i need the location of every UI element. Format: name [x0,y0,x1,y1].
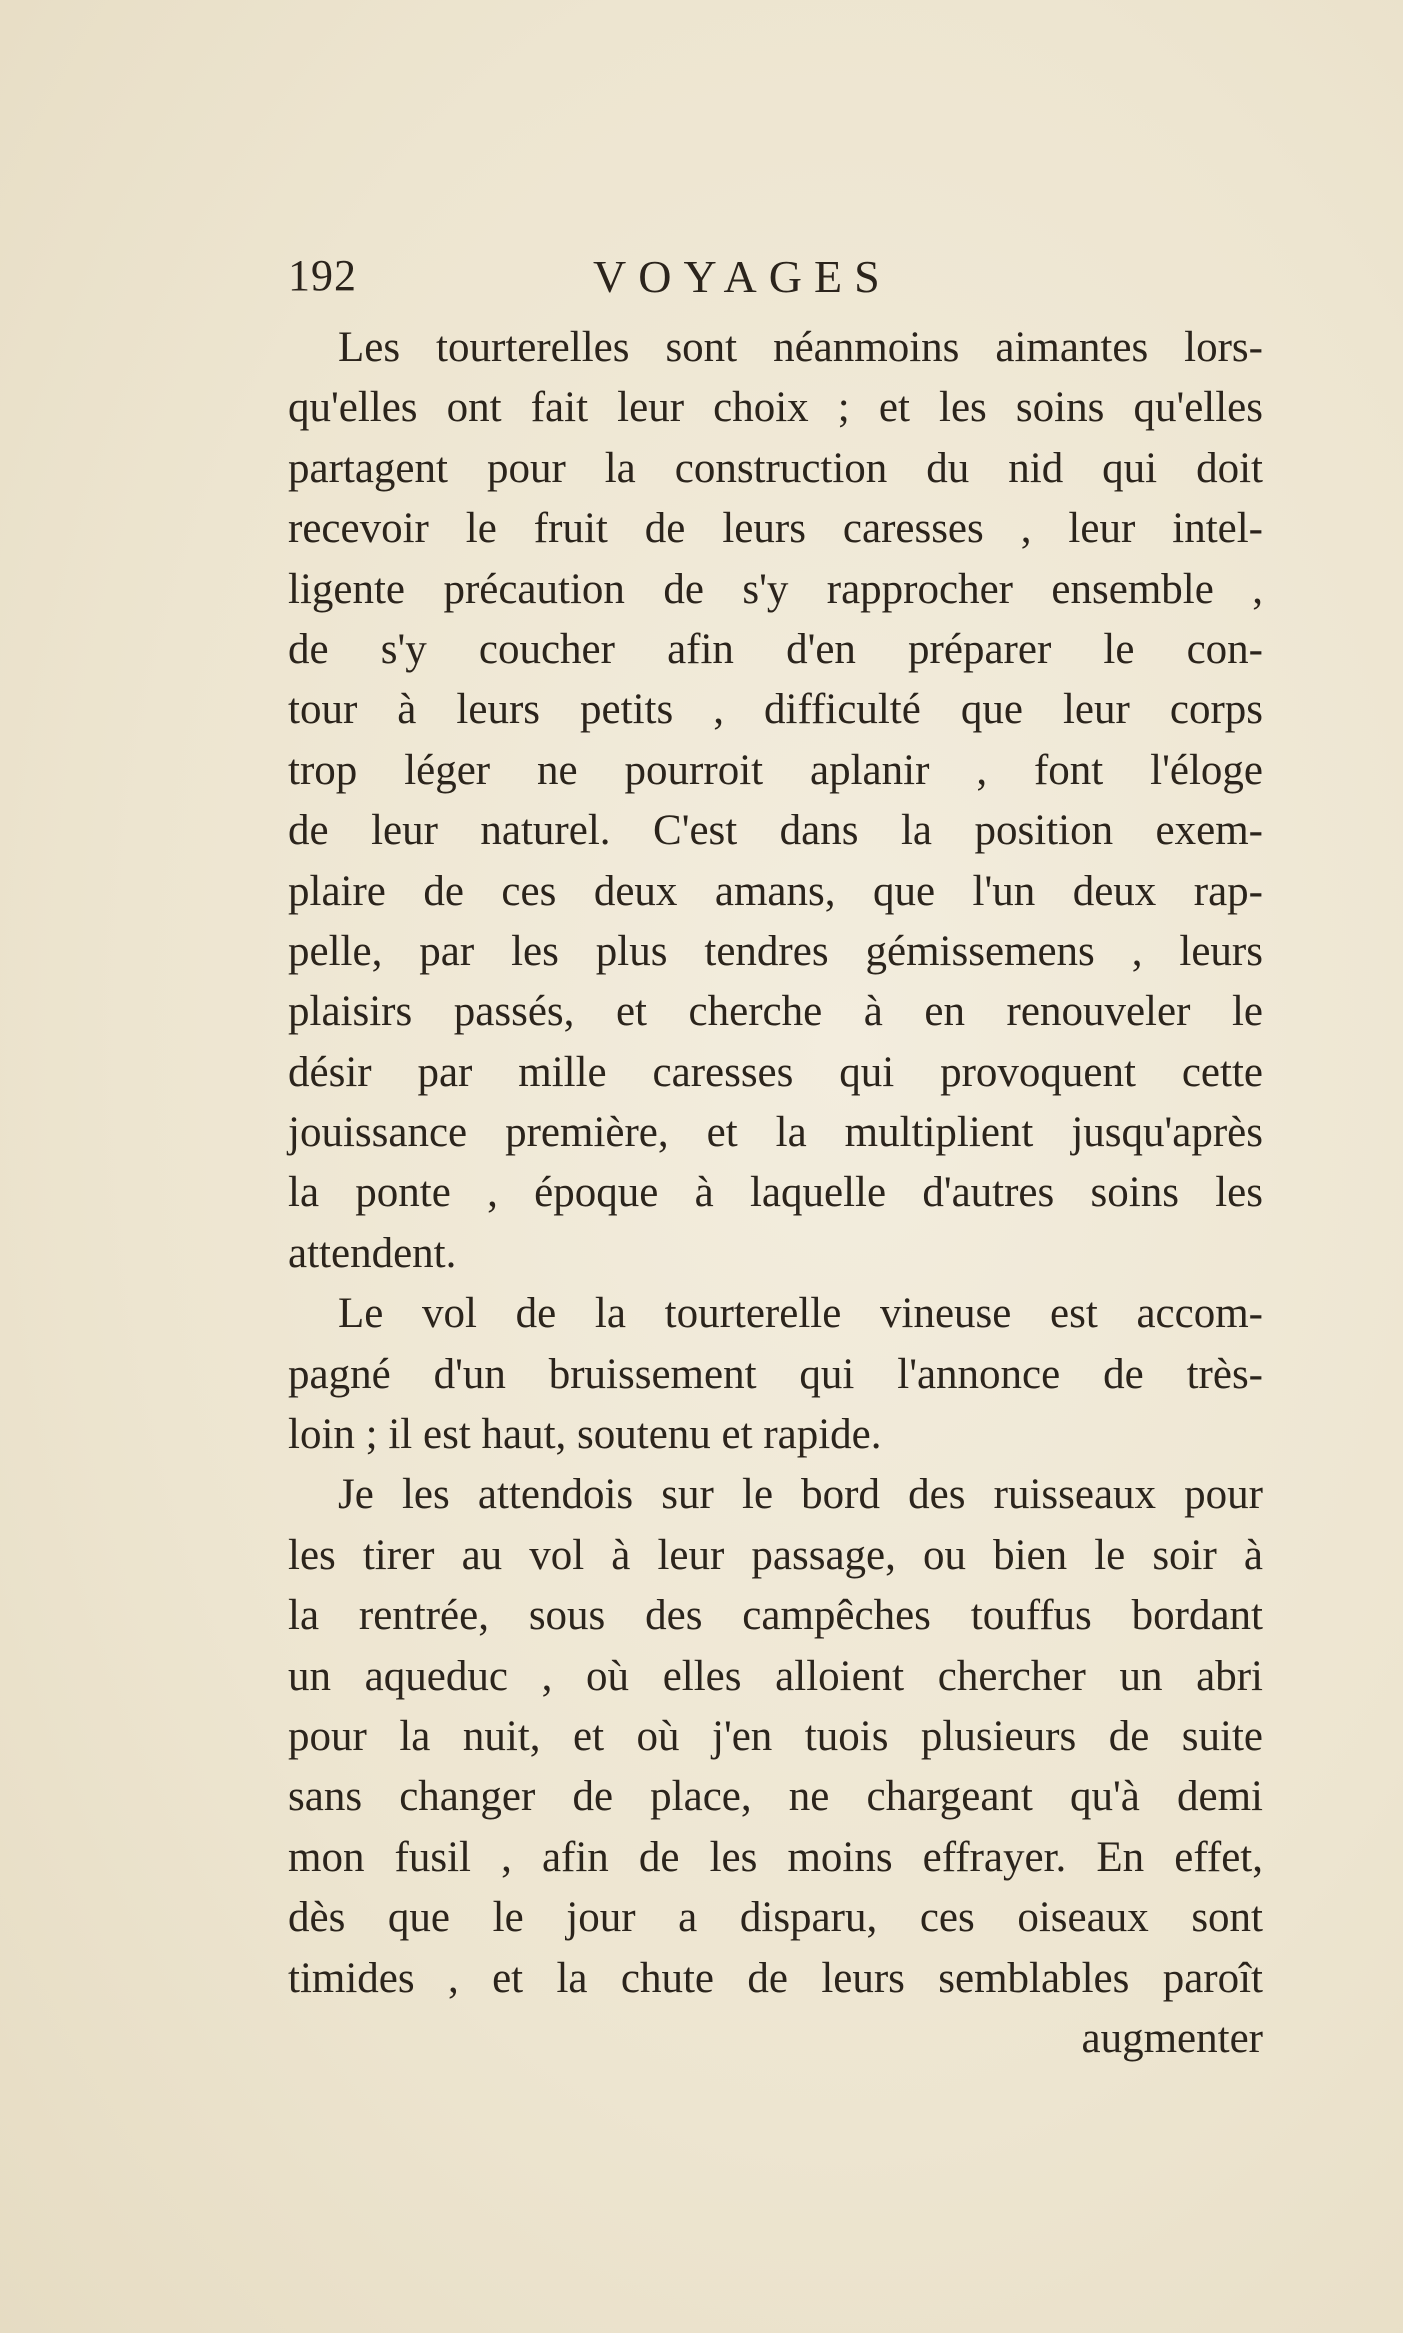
text-line: jouissance première, et la multiplient jusqu'après [288,1109,1263,1157]
text-line: Les tourterelles sont néanmoins aimantes lors- [338,324,1263,371]
text-line: désir par mille caresses qui provoquent cette [288,1048,1263,1096]
text-line: la ponte , époque à laquelle d'autres soins les [288,1169,1263,1217]
page-header [288,250,1288,310]
text-line: de leur naturel. C'est dans la position exem- [288,807,1263,855]
text-line: pagné d'un bruissement qui l'annonce de très- [288,1350,1263,1398]
catchword: augmenter [1081,2014,1263,2062]
text-line: qu'elles ont fait leur choix ; et les soins qu'elles [288,384,1263,432]
text-line: Le vol de la tourterelle vineuse est accom- [338,1290,1263,1338]
page-number: 192 [288,251,357,300]
body-text [288,318,1263,2069]
text-line: mon fusil , afin de les moins effrayer. En effet, [288,1833,1263,1881]
text-line: attendent. [288,1229,457,1277]
text-line: trop léger ne pourroit aplanir , font l'éloge [288,746,1263,794]
text-line: un aqueduc , où elles alloient chercher un abri [288,1652,1263,1700]
text-line: tour à leurs petits , difficulté que leur corps [288,686,1263,734]
running-head: VOYAGES [593,251,892,302]
text-line: loin ; il est haut, soutenu et rapide. [288,1411,882,1459]
text-line: plaisirs passés, et cherche à en renouveler le [288,988,1263,1036]
text-line: pelle, par les plus tendres gémissemens , leurs [288,927,1263,975]
text-line: sans changer de place, ne chargeant qu'à demi [288,1773,1263,1821]
text-line: pour la nuit, et où j'en tuois plusieurs de suite [288,1712,1263,1760]
text-line: Je les attendois sur le bord des ruisseaux pour [338,1471,1263,1519]
text-line: timides , et la chute de leurs semblables paroît [288,1954,1263,2002]
text-line: partagent pour la construction du nid qui doit [288,444,1263,492]
text-line: recevoir le fruit de leurs caresses , leur intel- [288,505,1263,553]
text-line: dès que le jour a disparu, ces oiseaux sont [288,1894,1263,1942]
text-line: plaire de ces deux amans, que l'un deux rap- [288,867,1263,915]
text-line: de s'y coucher afin d'en préparer le con- [288,625,1263,673]
text-line: la rentrée, sous des campêches touffus bordant [288,1592,1263,1640]
text-line: ligente précaution de s'y rapprocher ensemble , [288,565,1263,613]
text-line: les tirer au vol à leur passage, ou bien le soir à [288,1531,1263,1579]
